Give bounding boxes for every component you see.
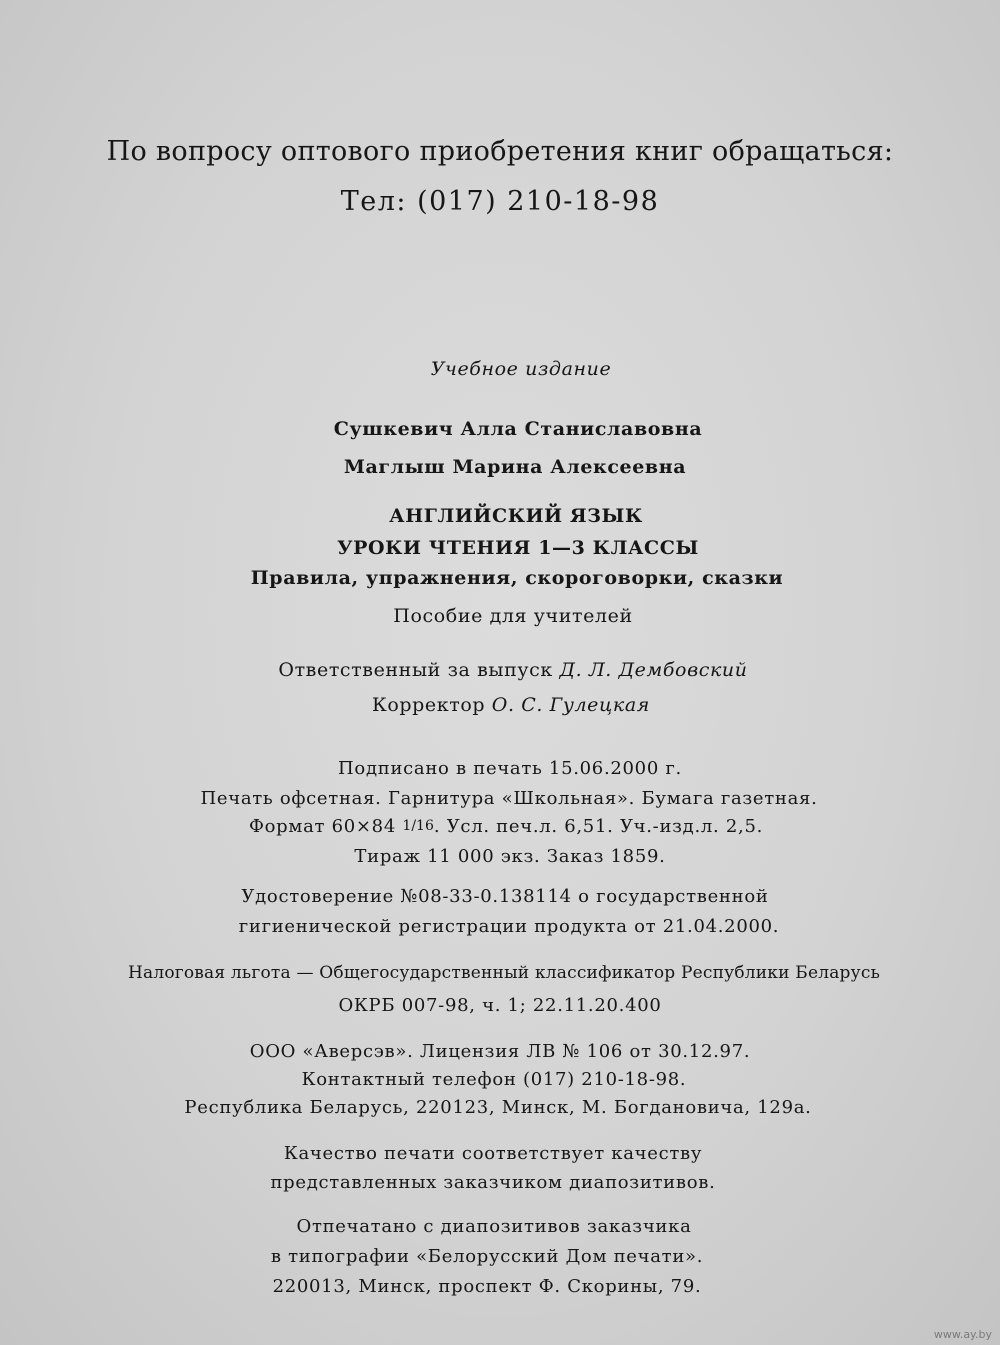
circulation-line: Тираж 11 000 экз. Заказ 1859. <box>354 846 666 867</box>
publisher-line-3: Республика Беларусь, 220123, Минск, М. Богдановича, 129а. <box>184 1097 812 1118</box>
printed-line-1: Отпечатано с диапозитивов заказчика <box>296 1216 692 1237</box>
corrector-name: О. С. Гулецкая <box>491 694 650 716</box>
certificate-line-1: Удостоверение №08-33-0.138114 о государственной <box>241 886 769 907</box>
printed-line-3: 220013, Минск, проспект Ф. Скорины, 79. <box>272 1276 702 1297</box>
publisher-line-1: ООО «Аверсэв». Лицензия ЛВ № 106 от 30.12.97. <box>249 1041 751 1062</box>
format-line <box>6 816 1000 837</box>
author-2: Маглыш Марина Алексеевна <box>343 456 687 478</box>
book-subtitle: УРОКИ ЧТЕНИЯ 1—3 КЛАССЫ <box>337 537 699 559</box>
print-type-line: Печать офсетная. Гарнитура «Школьная». Бумага газетная. <box>200 788 818 809</box>
publisher-line-2: Контактный телефон (017) 210-18-98. <box>301 1069 687 1090</box>
responsible-label: Ответственный за выпуск <box>278 659 553 681</box>
responsible-name: Д. Л. Дембовский <box>559 659 748 681</box>
wholesale-phone-line: Тел: (017) 210-18-98 <box>340 186 660 217</box>
author-1: Сушкевич Алла Станиславовна <box>333 418 703 440</box>
corrector-label: Корректор <box>372 694 486 716</box>
book-title: АНГЛИЙСКИЙ ЯЗЫК <box>389 505 643 527</box>
responsible-line <box>13 659 1000 681</box>
quality-line-1: Качество печати соответствует качеству <box>283 1143 703 1164</box>
tax-line-1: Налоговая льгота — Общегосударственный классификатор Республики Беларусь <box>127 963 881 983</box>
format-suffix: . Усл. печ.л. 6,51. Уч.-изд.л. 2,5. <box>433 816 764 837</box>
book-purpose: Пособие для учителей <box>393 605 633 627</box>
edition-type: Учебное издание <box>430 358 612 380</box>
corrector-line <box>11 694 1000 716</box>
quality-line-2: представленных заказчиком диапозитивов. <box>270 1172 716 1193</box>
site-watermark: www.ay.by <box>933 1328 992 1341</box>
format-prefix: Формат 60×84 <box>248 816 396 837</box>
wholesale-contact-line: По вопросу оптового приобретения книг обращаться: <box>106 136 894 167</box>
book-contents: Правила, упражнения, скороговорки, сказки <box>250 567 784 589</box>
signed-line: Подписано в печать 15.06.2000 г. <box>338 758 682 779</box>
printed-line-2: в типографии «Белорусский Дом печати». <box>270 1246 704 1267</box>
format-fraction: 1/16 <box>402 818 434 834</box>
tax-line-2: ОКРБ 007-98, ч. 1; 22.11.20.400 <box>338 995 662 1016</box>
certificate-line-2: гигиенической регистрации продукта от 21.04.2000. <box>238 916 780 937</box>
